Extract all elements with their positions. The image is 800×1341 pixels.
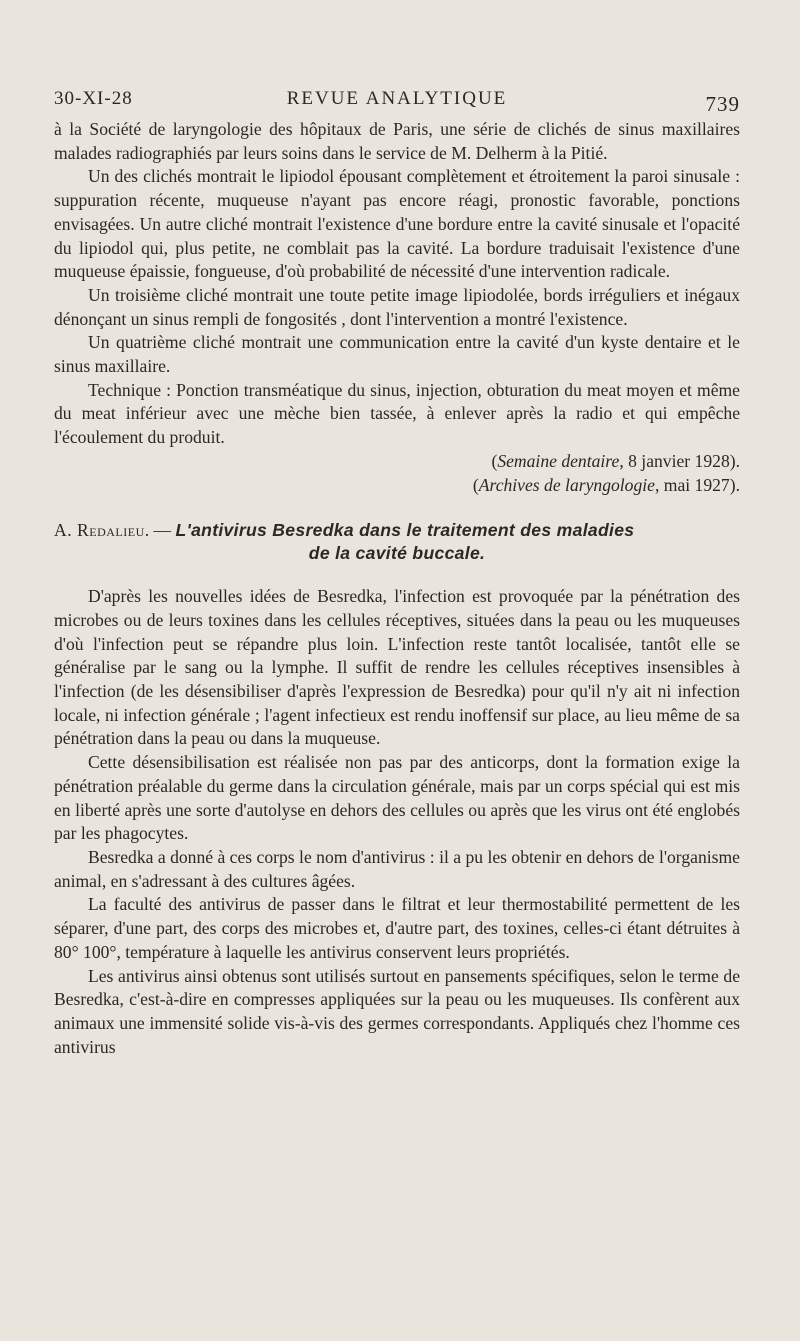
author-name: Redalieu [77,520,145,541]
reference-source: Semaine dentaire [497,450,620,471]
running-head [54,88,740,118]
paragraph: Un quatrième cliché montrait une communication entre la cavité d'un kyste dentaire et le sinus maxillaire. [54,332,740,377]
reference-date: , 8 janvier 1928). [619,450,740,471]
section-laryngology [54,118,740,497]
article-title-line1: L'antivirus Besredka dans le traitement des maladies [175,520,635,541]
page-number: 739 [705,92,740,116]
article-title-line2: de la cavité buccale. [308,543,486,564]
reference-citation: (Semaine dentaire, 8 janvier 1928). [491,450,740,471]
paragraph: Cette désensibilisation est réalisée non pas par des anticorps, dont la formation exige la pénétration préalable du germe dans la circulation générale, mais par un corps spécial qui est mis en liberté après une sorte d'autolyse en dehors des cellules ou après que les virus ont été englobés par les phagocytes. [54,752,740,844]
paragraph: La faculté des antivirus de passer dans le filtrat et leur thermostabilité permettent de les séparer, d'une part, des corps des microbes et, d'autre part, des toxines, celles-ci étant détruites à 80° 100°, température à laquelle les antivirus conservent leurs propriétés. [54,894,740,962]
title-separator: . — [144,520,176,541]
paragraph: Technique : Ponction transméatique du sinus, injection, obturation du meat moyen et même du meat inférieur avec une mèche bien tassée, à enlever après la radio et qui empêche l'écoulement du produit. [54,379,740,448]
paragraph: Les antivirus ainsi obtenus sont utilisés surtout en pansements spécifiques, selon le terme de Besredka, c'est-à-dire en compresses appliquées sur la peau ou les muqueuses. Ils confèrent aux animaux une immensité solide vis-à-vis des germes correspondants. Appliqués chez l'homme ces antivirus [54,965,740,1057]
paragraph: D'après les nouvelles idées de Besredka, l'infection est provoquée par la pénétration des microbes ou de leurs toxines dans les cellules réceptives, situées dans la peau ou les muqueuses d'où l'infection peut se répandre plus loin. L'infection reste tantôt localisée, tantôt elle se généralise par le sang ou la lymphe. Il suffit de rendre les cellules réceptives insensibles à l'infection (de les désensibiliser d'après l'expression de Besredka) pour qu'il n'y ait ni infection locale, ni infection générale ; l'agent infectieux est rendu inoffensif sur place, au lieu même de sa pénétration dans la peau ou dans la muqueuse. [54,586,740,749]
reference-citation: (Archives de laryngologie, mai 1927). [472,474,740,495]
author-initial: A. [54,520,73,541]
author [54,520,145,540]
reference-source: Archives de laryngologie [478,474,655,495]
paragraph: Un des clichés montrait le lipiodol épousant complètement et étroitement la paroi sinusale : suppuration récente, muqueuse n'ayant pas encore réagi, pronostic favorable, ponctions envisagées. Un autre cliché montrait l'existence d'une bordure entre la cavité sinusale et l'opacité du lipiodol qui, plus petite, ne comblait pas la cavité. La bordure traduisait l'existence d'une muqueuse épaissie, fongueuse, d'où probabilité de nécessité d'une intervention radicale. [54,166,740,282]
article-heading [54,519,740,565]
paragraph: à la Société de laryngologie des hôpitaux de Paris, une série de clichés de sinus maxillaires malades radiographiés par leurs soins dans le service de M. Delherm à la Pitié. [54,119,740,163]
issue-date: 30-XI-28 [54,88,133,109]
paragraph: Besredka a donné à ces corps le nom d'antivirus : il a pu les obtenir en dehors de l'organisme animal, en s'adressant à des cultures âgées. [54,846,740,891]
section-antivirus [54,585,740,1059]
paragraph: Un troisième cliché montrait une toute petite image lipiodolée, bords irréguliers et inégaux dénonçant un sinus rempli de fongosités , dont l'intervention a montré l'existence. [54,284,740,329]
journal-title: REVUE ANALYTIQUE [286,88,508,109]
reference-date: , mai 1927). [654,474,740,495]
